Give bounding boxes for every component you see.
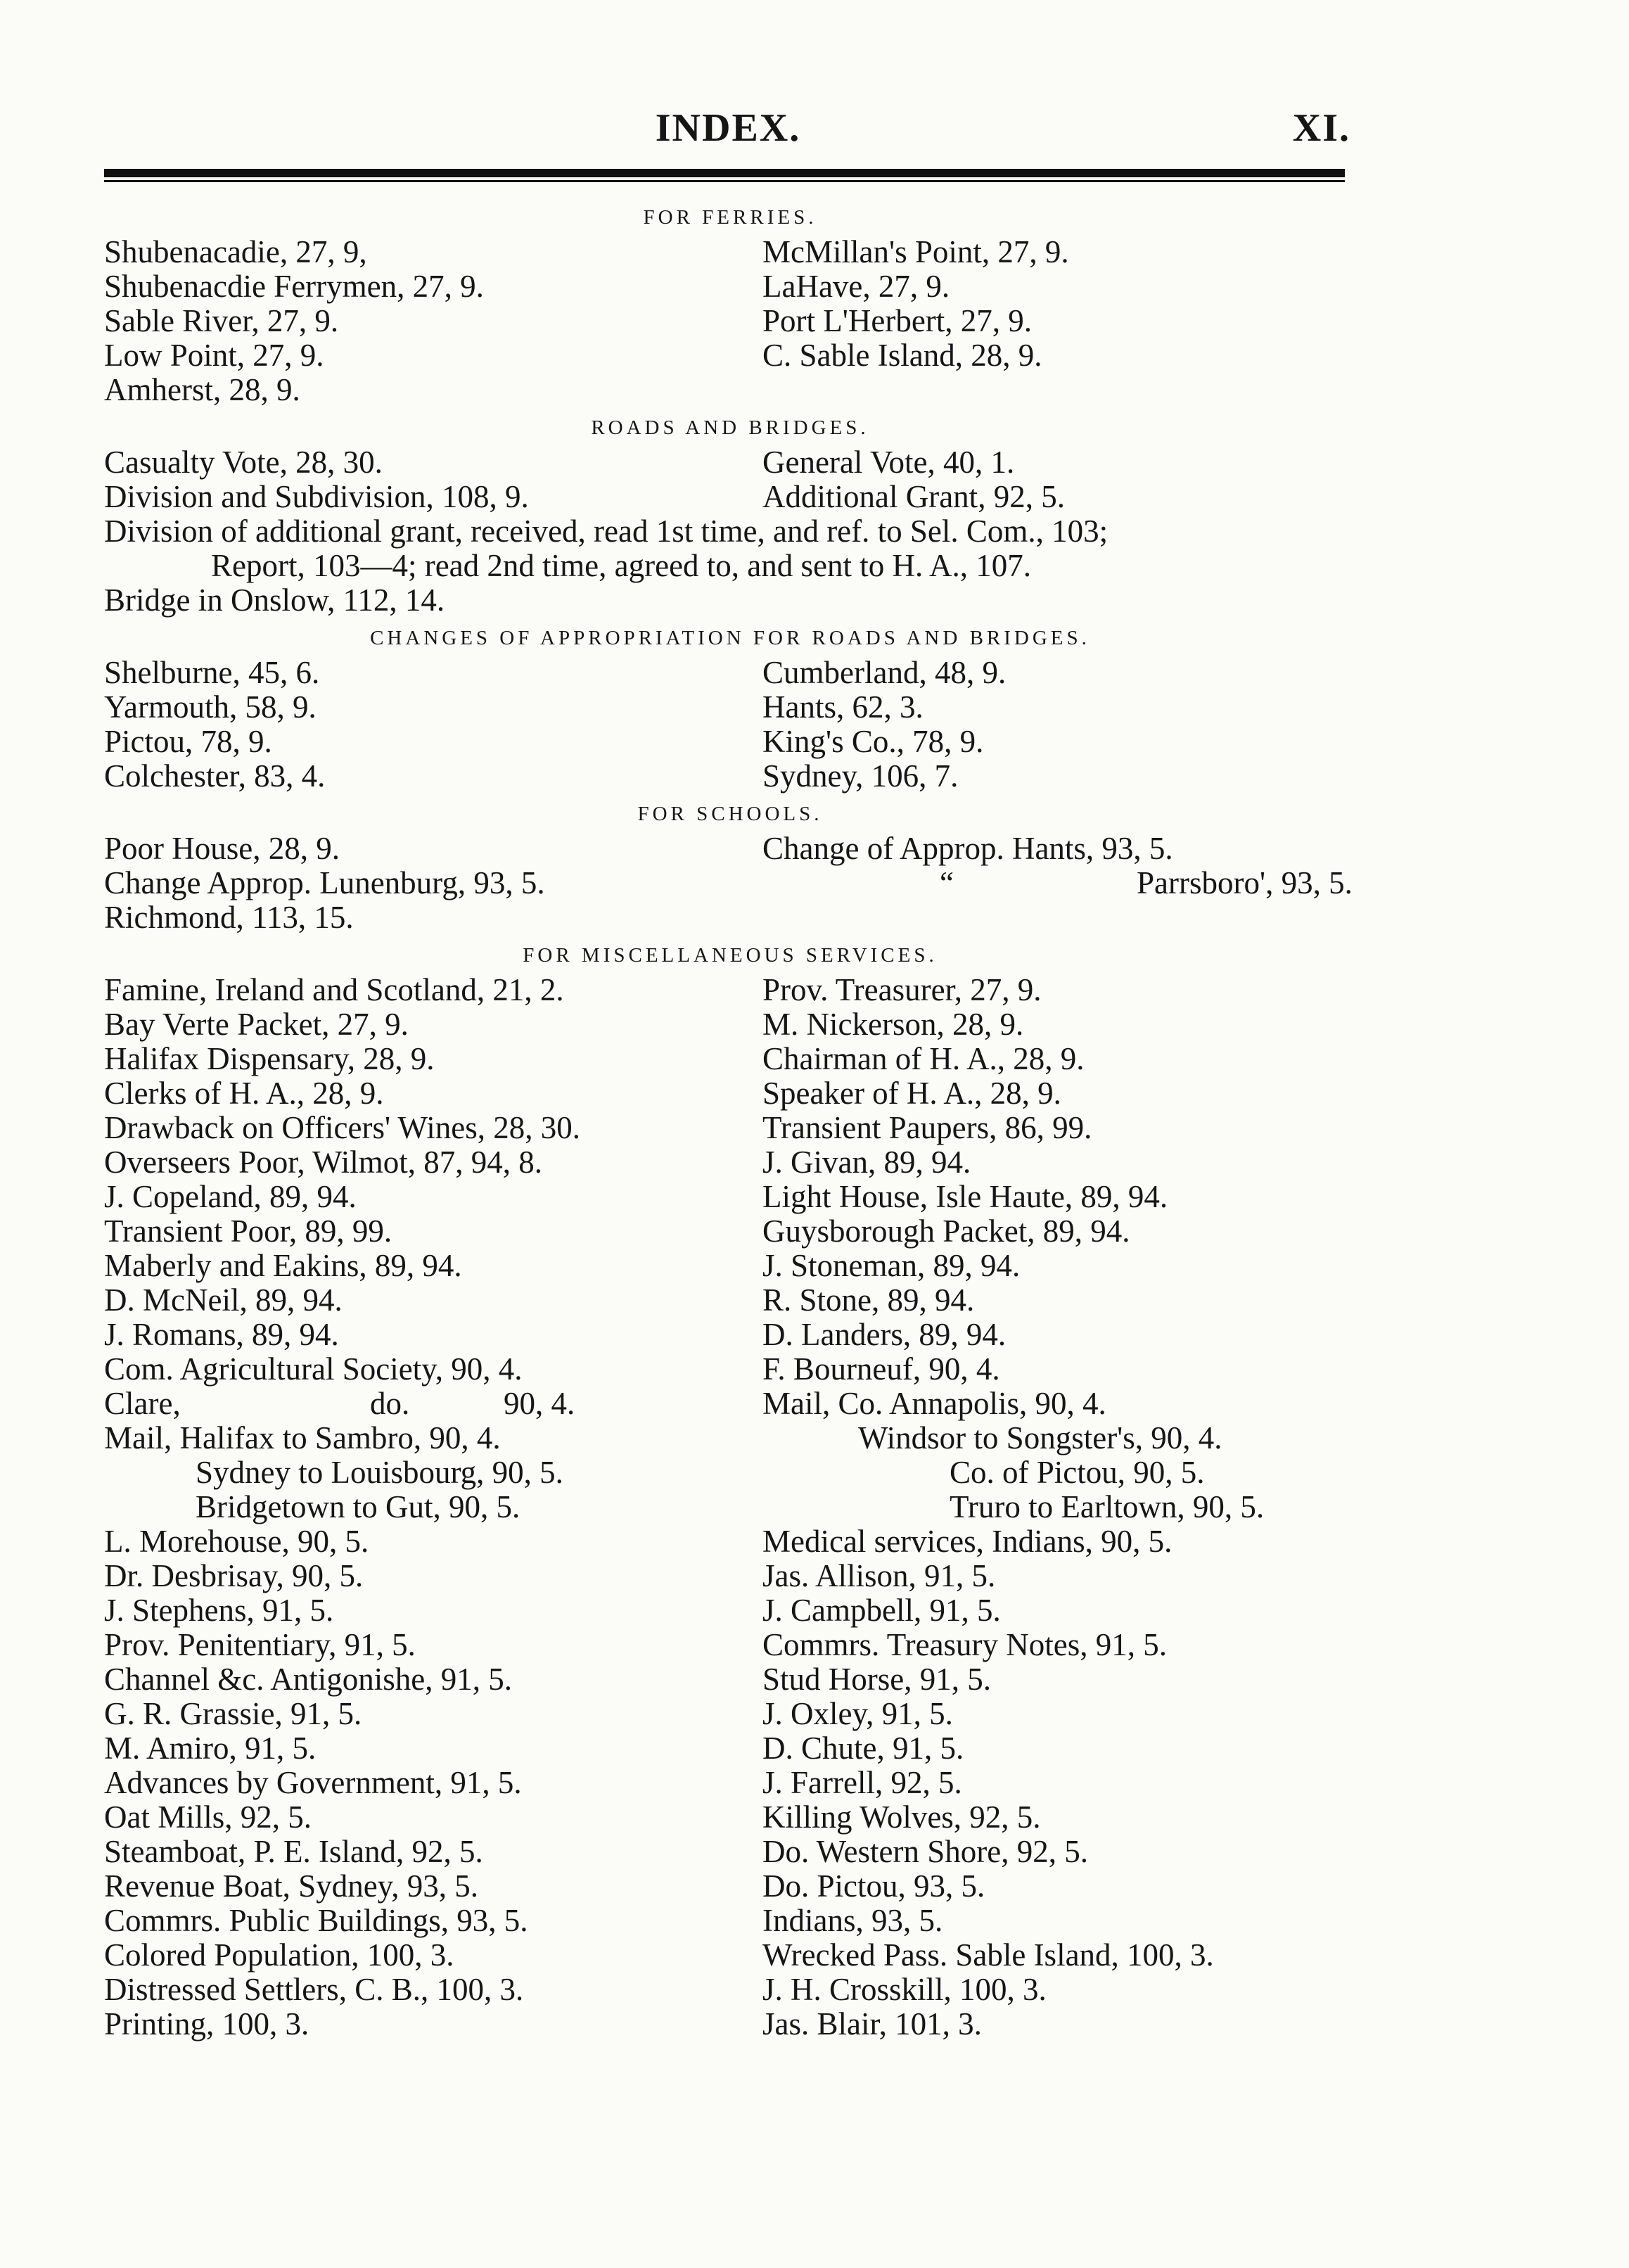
index-entry: Parrsboro', 93, 5. <box>1137 865 1353 900</box>
index-row <box>104 269 1356 304</box>
index-entry: Advances by Government, 91, 5. <box>104 1765 522 1800</box>
index-entry: Jas. Blair, 101, 3. <box>762 2006 982 2041</box>
mail-list <box>104 1421 1356 1524</box>
index-entry: Transient Paupers, 86, 99. <box>762 1110 1092 1145</box>
index-entry: Sable River, 27, 9. <box>104 303 339 338</box>
index-entry: Mail, Halifax to Sambro, 90, 4. <box>104 1420 501 1455</box>
index-entry: J. Givan, 89, 94. <box>762 1145 971 1180</box>
index-entry: D. McNeil, 89, 94. <box>104 1282 343 1318</box>
index-entry: Maberly and Eakins, 89, 94. <box>104 1248 462 1283</box>
index-entry: Overseers Poor, Wilmot, 87, 94, 8. <box>104 1145 542 1180</box>
index-row <box>104 1628 1356 1662</box>
index-entry: Chairman of H. A., 28, 9. <box>762 1041 1085 1076</box>
index-entry: Dr. Desbrisay, 90, 5. <box>104 1558 364 1593</box>
index-row <box>104 304 1356 338</box>
index-row <box>104 1766 1356 1800</box>
index-entry: Indians, 93, 5. <box>762 1903 943 1938</box>
index-row <box>104 1249 1356 1283</box>
index-entry: G. R. Grassie, 91, 5. <box>104 1696 362 1731</box>
index-entry: Division and Subdivision, 108, 9. <box>104 479 529 514</box>
changes-list <box>104 656 1356 794</box>
index-row <box>104 1800 1356 1835</box>
section-heading-changes: CHANGES OF APPROPRIATION FOR ROADS AND BRIDGES. <box>370 627 1090 649</box>
index-entry: Light House, Isle Haute, 89, 94. <box>762 1179 1168 1214</box>
index-entry: Wrecked Pass. Sable Island, 100, 3. <box>762 1937 1214 1973</box>
index-entry: Revenue Boat, Sydney, 93, 5. <box>104 1868 479 1904</box>
index-entry: Prov. Penitentiary, 91, 5. <box>104 1627 416 1662</box>
index-entry: Clerks of H. A., 28, 9. <box>104 1076 384 1111</box>
index-entry: Hants, 62, 3. <box>762 689 924 725</box>
index-entry: King's Co., 78, 9. <box>762 724 984 759</box>
index-row <box>104 1524 1356 1559</box>
index-row <box>104 1145 1356 1180</box>
index-entry: Prov. Treasurer, 27, 9. <box>762 972 1042 1007</box>
index-entry: Pictou, 78, 9. <box>104 724 272 759</box>
index-entry: D. Chute, 91, 5. <box>762 1731 964 1766</box>
index-row <box>104 1835 1356 1869</box>
index-row <box>104 832 1356 866</box>
index-entry: J. Farrell, 92, 5. <box>762 1765 962 1800</box>
index-entry: LaHave, 27, 9. <box>762 269 950 304</box>
index-entry: Drawback on Officers' Wines, 28, 30. <box>104 1110 580 1145</box>
index-row <box>104 1076 1356 1111</box>
index-entry: F. Bourneuf, 90, 4. <box>762 1351 1000 1387</box>
index-entry: Amherst, 28, 9. <box>104 372 300 407</box>
index-row <box>104 725 1356 759</box>
index-row <box>104 866 1356 900</box>
index-entry: Change Approp. Lunenburg, 93, 5. <box>104 865 545 900</box>
index-entry <box>762 373 1356 407</box>
index-entry: Bridgetown to Gut, 90, 5. <box>196 1489 520 1524</box>
index-entry: Co. of Pictou, 90, 5. <box>950 1455 1205 1490</box>
index-entry: Shelburne, 45, 6. <box>104 655 320 690</box>
index-row <box>104 1421 1356 1455</box>
index-entry: McMillan's Point, 27, 9. <box>762 234 1069 269</box>
index-row <box>104 1938 1356 1973</box>
index-row <box>104 1318 1356 1352</box>
index-entry: Bridge in Onslow, 112, 14. <box>104 582 445 618</box>
index-row <box>104 1731 1356 1766</box>
index-entry: J. Campbell, 91, 5. <box>762 1593 1001 1628</box>
index-entry: J. Stoneman, 89, 94. <box>762 1248 1021 1283</box>
index-entry: J. Romans, 89, 94. <box>104 1317 339 1352</box>
index-entry: R. Stone, 89, 94. <box>762 1282 975 1318</box>
index-row <box>104 235 1356 269</box>
index-entry: Poor House, 28, 9. <box>104 831 340 866</box>
page-title: INDEX. <box>655 106 801 150</box>
index-entry: Sydney, 106, 7. <box>762 758 959 794</box>
index-entry: Shubenacadie, 27, 9, <box>104 234 367 269</box>
index-entry: Do. Western Shore, 92, 5. <box>762 1834 1088 1869</box>
index-row <box>104 1869 1356 1904</box>
index-entry: Yarmouth, 58, 9. <box>104 689 317 725</box>
index-entry: Medical services, Indians, 90, 5. <box>762 1524 1173 1559</box>
index-entry: Stud Horse, 91, 5. <box>762 1662 991 1697</box>
index-entry: Com. Agricultural Society, 90, 4. <box>104 1351 523 1387</box>
index-entry: Additional Grant, 92, 5. <box>762 479 1065 514</box>
index-row <box>104 1352 1356 1387</box>
index-entry: M. Amiro, 91, 5. <box>104 1731 317 1766</box>
page-ref: 90, 4. <box>504 1386 575 1421</box>
ditto-mark: “ <box>940 865 954 900</box>
index-entry-continuation: Report, 103—4; read 2nd time, agreed to, and sent to H. A., 107. <box>211 548 1032 583</box>
index-row <box>104 690 1356 725</box>
index-entry: M. Nickerson, 28, 9. <box>762 1007 1024 1042</box>
section-heading-roads: ROADS AND BRIDGES. <box>591 416 869 439</box>
index-row <box>104 480 1356 514</box>
index-entry: Cumberland, 48, 9. <box>762 655 1007 690</box>
index-entry: Colchester, 83, 4. <box>104 758 326 794</box>
section-heading-misc: FOR MISCELLANEOUS SERVICES. <box>523 944 938 967</box>
roads-list <box>104 445 1356 514</box>
index-entry: Commrs. Public Buildings, 93, 5. <box>104 1903 528 1938</box>
index-row <box>104 1593 1356 1628</box>
index-entry: Richmond, 113, 15. <box>104 900 354 935</box>
index-row <box>104 656 1356 690</box>
index-entry: D. Landers, 89, 94. <box>762 1317 1007 1352</box>
index-row <box>104 1111 1356 1145</box>
misc-list-b <box>104 1524 1356 2041</box>
index-entry: J. H. Crosskill, 100, 3. <box>762 1972 1047 2007</box>
index-entry: Transient Poor, 89, 99. <box>104 1213 392 1249</box>
header-rule-thick <box>104 169 1345 177</box>
index-row <box>104 1904 1356 1938</box>
index-entry: Halifax Dispensary, 28, 9. <box>104 1041 435 1076</box>
ditto-mark: do. <box>370 1386 410 1421</box>
index-entry: Low Point, 27, 9. <box>104 338 324 373</box>
index-entry: General Vote, 40, 1. <box>762 445 1015 480</box>
index-row <box>104 2007 1356 2041</box>
index-entry: Change of Approp. Hants, 93, 5. <box>762 831 1173 866</box>
index-entry: Channel &c. Antigonishe, 91, 5. <box>104 1662 512 1697</box>
index-entry: Steamboat, P. E. Island, 92, 5. <box>104 1834 483 1869</box>
index-row <box>104 1662 1356 1697</box>
index-entry: Distressed Settlers, C. B., 100, 3. <box>104 1972 524 2007</box>
index-entry: Bay Verte Packet, 27, 9. <box>104 1007 409 1042</box>
index-entry: Truro to Earltown, 90, 5. <box>950 1489 1265 1524</box>
index-entry: J. Copeland, 89, 94. <box>104 1179 357 1214</box>
index-row <box>104 1180 1356 1214</box>
header-rule-thin <box>104 180 1345 182</box>
index-row <box>104 1973 1356 2007</box>
index-entry: Clare, <box>104 1386 181 1421</box>
index-entry: Port L'Herbert, 27, 9. <box>762 303 1033 338</box>
index-entry: Colored Population, 100, 3. <box>104 1937 454 1973</box>
index-row <box>104 338 1356 373</box>
index-entry: Division of additional grant, received, read 1st time, and ref. to Sel. Com., 103; <box>104 514 1109 549</box>
index-entry: Casualty Vote, 28, 30. <box>104 445 383 480</box>
index-row <box>104 445 1356 480</box>
index-row <box>104 900 1356 935</box>
index-content <box>104 203 1356 2041</box>
index-entry: Sydney to Louisbourg, 90, 5. <box>196 1455 563 1490</box>
index-row <box>104 1007 1356 1042</box>
index-entry: Speaker of H. A., 28, 9. <box>762 1076 1061 1111</box>
index-entry: Famine, Ireland and Scotland, 21, 2. <box>104 972 564 1007</box>
index-entry: J. Stephens, 91, 5. <box>104 1593 334 1628</box>
index-row <box>104 759 1356 794</box>
section-heading-schools: FOR SCHOOLS. <box>637 803 823 825</box>
index-row <box>104 1559 1356 1593</box>
index-entry: Jas. Allison, 91, 5. <box>762 1558 996 1593</box>
index-entry: C. Sable Island, 28, 9. <box>762 338 1042 373</box>
index-entry: Do. Pictou, 93, 5. <box>762 1868 985 1904</box>
index-row <box>104 1042 1356 1076</box>
index-row <box>104 1283 1356 1318</box>
index-entry: L. Morehouse, 90, 5. <box>104 1524 369 1559</box>
index-entry: Guysborough Packet, 89, 94. <box>762 1213 1130 1249</box>
index-row <box>104 373 1356 407</box>
misc-list-a <box>104 973 1356 1387</box>
page-header <box>106 106 1350 162</box>
index-row <box>104 973 1356 1007</box>
index-row <box>104 1455 1356 1490</box>
index-entry: Commrs. Treasury Notes, 91, 5. <box>762 1627 1168 1662</box>
index-entry: Oat Mills, 92, 5. <box>104 1799 312 1835</box>
ferries-list <box>104 235 1356 407</box>
index-entry: Killing Wolves, 92, 5. <box>762 1799 1041 1835</box>
index-entry: Windsor to Songster's, 90, 4. <box>858 1420 1222 1455</box>
index-entry: Printing, 100, 3. <box>104 2006 309 2041</box>
index-row <box>104 1697 1356 1731</box>
page-number: XI. <box>1292 106 1350 150</box>
index-row <box>104 1490 1356 1524</box>
index-entry: J. Oxley, 91, 5. <box>762 1696 953 1731</box>
index-row <box>104 1214 1356 1249</box>
section-heading-ferries: FOR FERRIES. <box>643 206 817 229</box>
index-row <box>104 1387 1356 1421</box>
index-entry: Mail, Co. Annapolis, 90, 4. <box>762 1386 1106 1421</box>
index-entry: Shubenacdie Ferrymen, 27, 9. <box>104 269 484 304</box>
